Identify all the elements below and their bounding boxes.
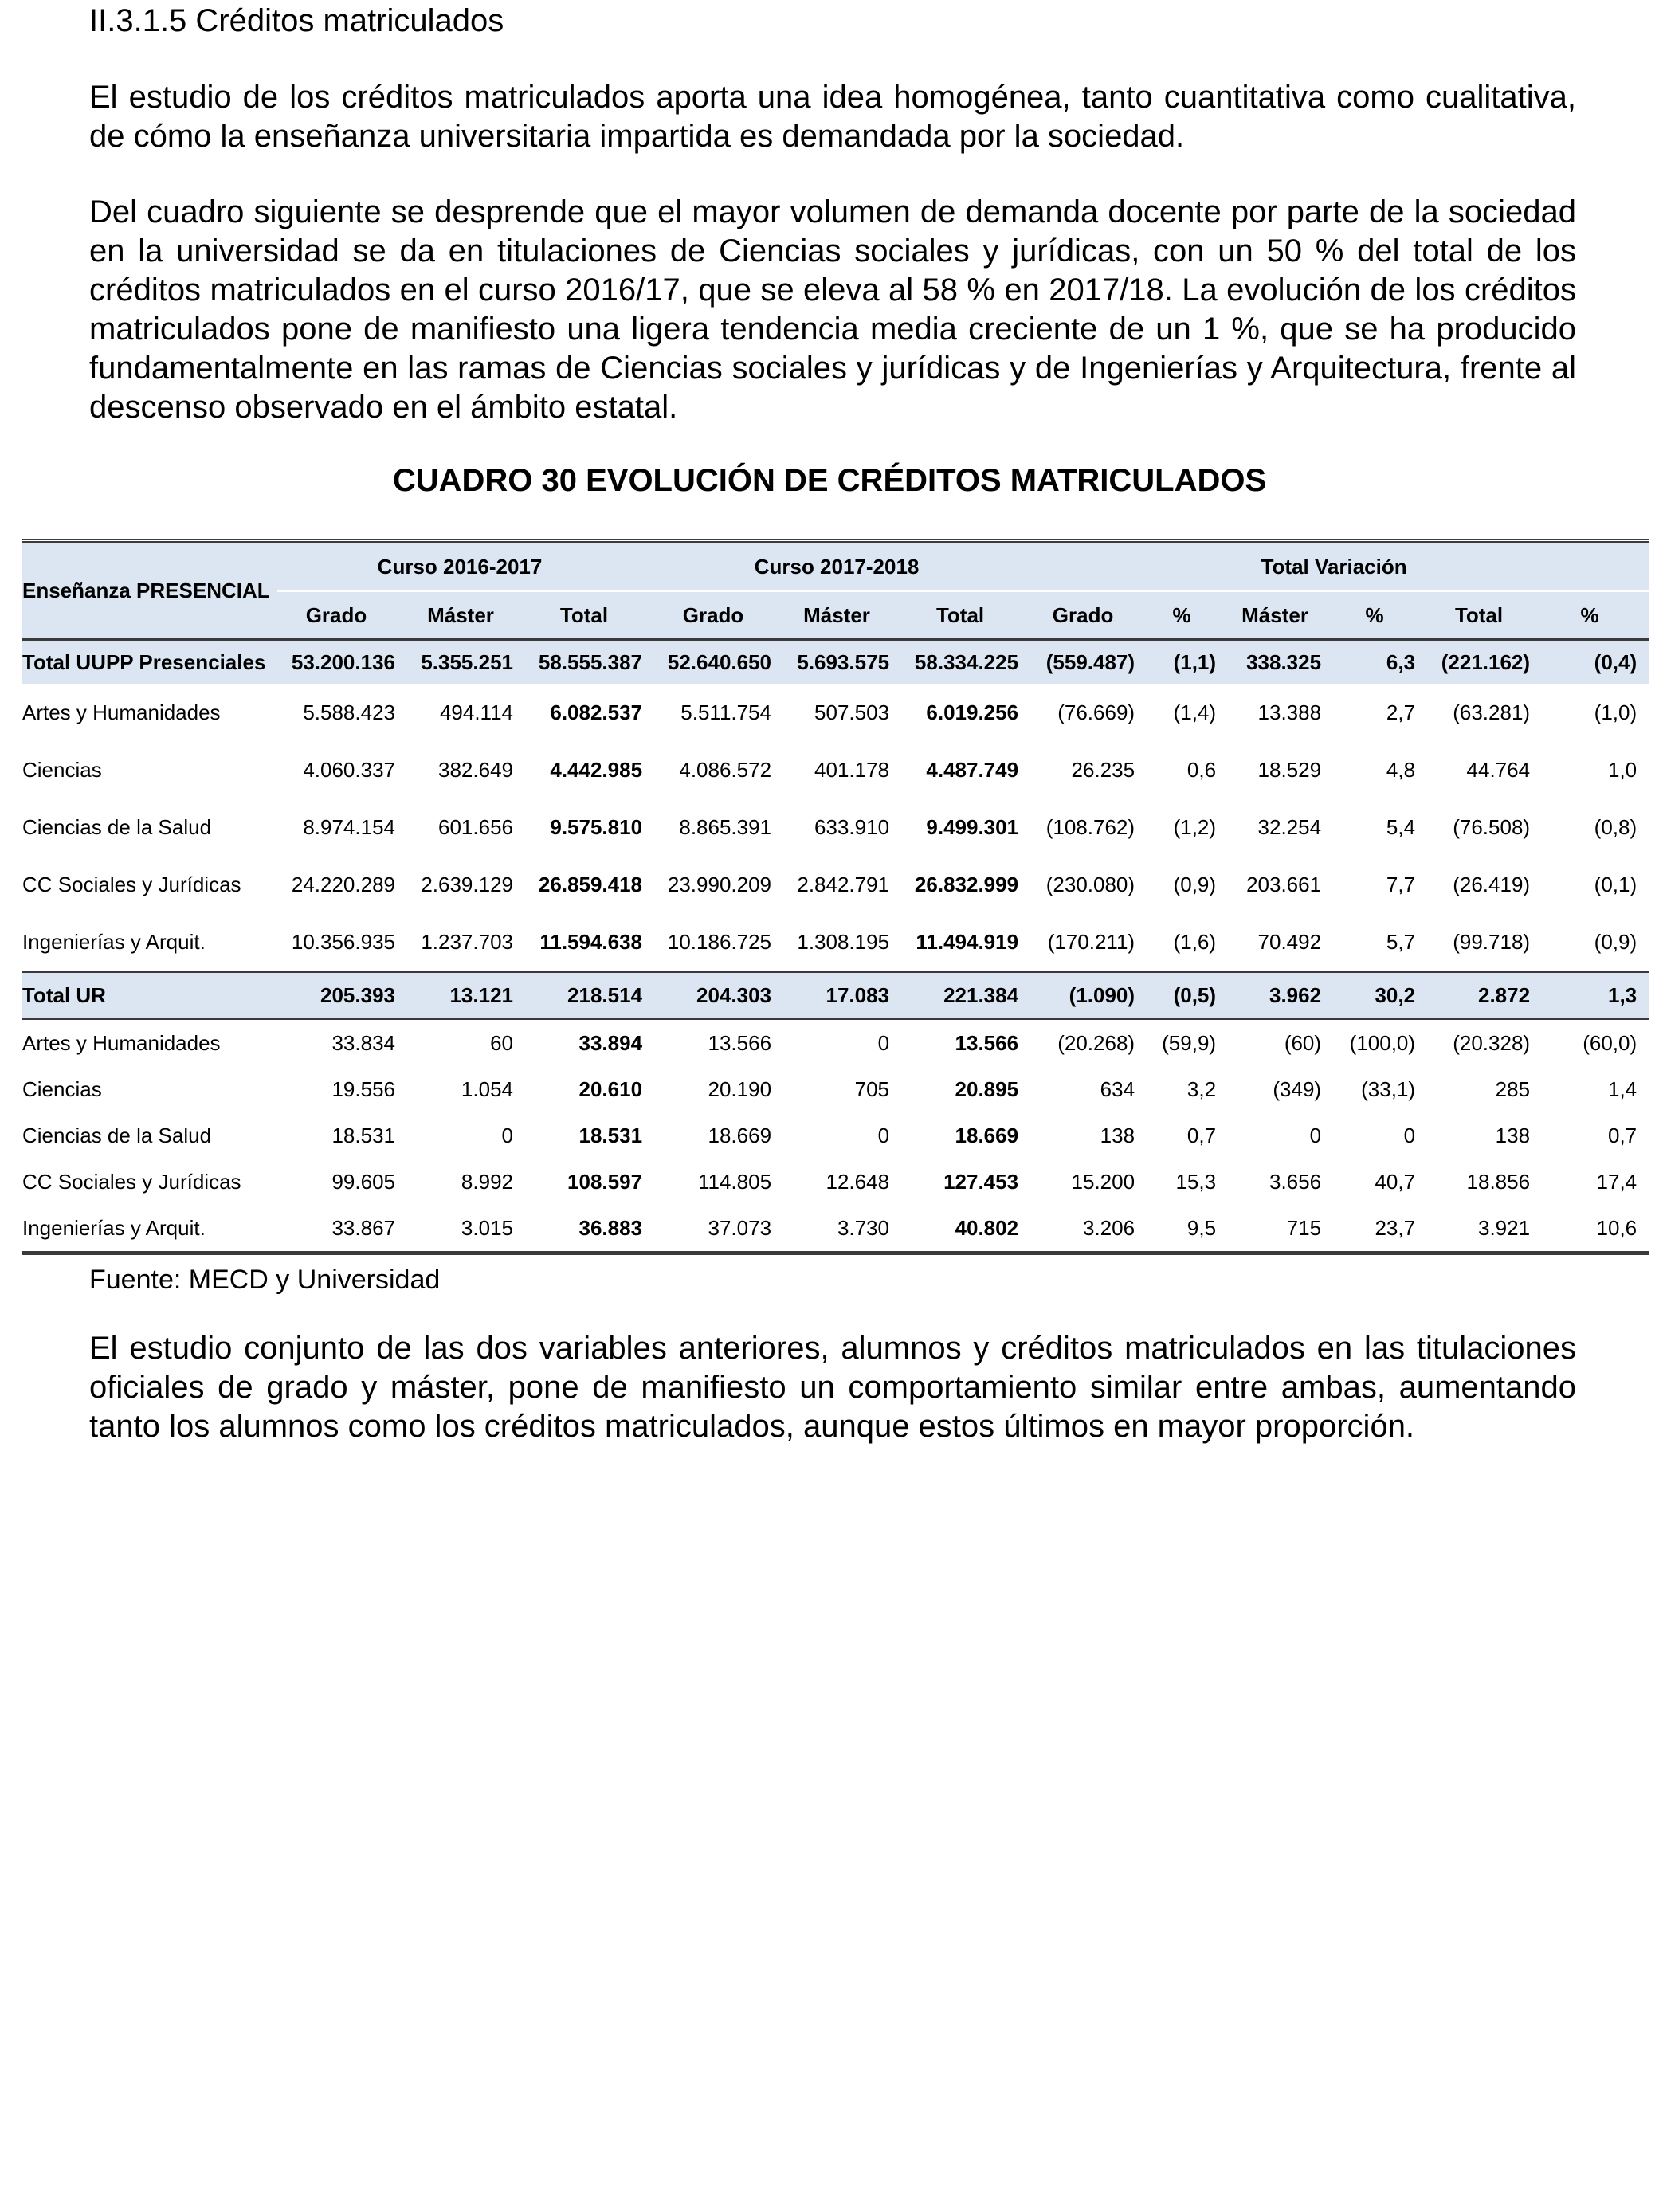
table-cell: 6.082.537 — [550, 700, 643, 724]
table-cell: 9.575.810 — [550, 814, 643, 839]
section-heading: II.3.1.5 Créditos matriculados — [89, 3, 504, 38]
table-row — [22, 913, 1649, 972]
table-cell: 401.178 — [814, 757, 890, 782]
row-label: Ciencias — [22, 757, 102, 782]
intro-paragraph: El estudio de los créditos matriculados aporta una idea homogénea, tanto cuantitativa como cualitativa, de cómo la enseñanza universitaria impartida es demandada por la sociedad. — [89, 80, 1576, 154]
table-cell: (1,4) — [1173, 700, 1217, 724]
table-row — [22, 741, 1649, 798]
table-cell: 1.308.195 — [797, 929, 890, 954]
table-cell: 52.640.650 — [655, 640, 784, 684]
table-cell: (76.669) — [1057, 700, 1135, 724]
table-cell: (60,0) — [1583, 1030, 1637, 1055]
table-cell: 10.186.725 — [667, 929, 772, 954]
table-cell: (0,9) — [1173, 872, 1217, 896]
table-cell: 0 — [877, 1030, 890, 1055]
table-cell: (33,1) — [1361, 1077, 1416, 1101]
table-cell: 1,3 — [1543, 972, 1649, 1019]
table-cell: 494.114 — [439, 700, 513, 724]
table-source: Fuente: MECD y Universidad — [89, 1265, 441, 1295]
table-cell: 634 — [1100, 1077, 1135, 1101]
table-cell: 32.254 — [1257, 814, 1322, 839]
table-cell: 6,3 — [1334, 640, 1428, 684]
table-cell: 382.649 — [438, 757, 513, 782]
table-cell: 2.639.129 — [421, 872, 513, 896]
table-cell: 13.121 — [408, 972, 526, 1019]
group-course-1: Curso 2016-2017 — [377, 554, 543, 578]
table-cell: 40,7 — [1375, 1169, 1416, 1194]
table-cell: (20.268) — [1057, 1030, 1135, 1055]
table-cell: 15.200 — [1071, 1169, 1135, 1194]
table-cell: 33.867 — [331, 1215, 395, 1240]
row-label: Ingenierías y Arquit. — [22, 929, 206, 954]
table-cell: 285 — [1495, 1077, 1531, 1101]
table-row — [22, 1205, 1649, 1253]
table-cell: (1,0) — [1594, 700, 1637, 724]
table-row — [22, 684, 1649, 741]
table-cell: 10.356.935 — [291, 929, 395, 954]
table-row — [22, 798, 1649, 856]
table-cell: 60 — [490, 1030, 513, 1055]
table-cell: (170.211) — [1047, 929, 1135, 954]
table-cell: 26.235 — [1071, 757, 1135, 782]
table-cell: 9,5 — [1186, 1215, 1217, 1240]
table-cell: 138 — [1495, 1123, 1531, 1147]
table-cell: 18.529 — [1257, 757, 1322, 782]
column-header: Máster — [1229, 591, 1334, 640]
table-cell: (230.080) — [1045, 872, 1135, 896]
table-cell: 4.442.985 — [550, 757, 643, 782]
table-cell: 23,7 — [1375, 1215, 1416, 1240]
table-cell: 507.503 — [814, 700, 890, 724]
table-cell: 203.661 — [1246, 872, 1322, 896]
table-cell: 18.669 — [955, 1123, 1019, 1147]
table-cell: 3.921 — [1477, 1215, 1531, 1240]
column-header: Grado — [277, 591, 408, 640]
table-cell: 11.594.638 — [539, 929, 643, 954]
table-cell: 24.220.289 — [291, 872, 395, 896]
table-cell: (0,5) — [1147, 972, 1229, 1019]
table-cell: (99.718) — [1453, 929, 1531, 954]
table-cell: 15,3 — [1175, 1169, 1217, 1194]
table-cell: (1.090) — [1031, 972, 1147, 1019]
table-cell: (76.508) — [1453, 814, 1531, 839]
table-cell: (349) — [1273, 1077, 1322, 1101]
table-cell: (559.487) — [1031, 640, 1147, 684]
table-cell: 3.656 — [1269, 1169, 1322, 1194]
table-row — [22, 856, 1649, 913]
table-row — [22, 1019, 1649, 1067]
table-cell: 12.648 — [826, 1169, 890, 1194]
table-cell: (108.762) — [1045, 814, 1135, 839]
table-cell: 3.015 — [461, 1215, 513, 1240]
table-cell: 17,4 — [1596, 1169, 1637, 1194]
table-cell: 0,7 — [1607, 1123, 1637, 1147]
table-cell: 18.531 — [331, 1123, 395, 1147]
column-header: Grado — [655, 591, 784, 640]
table-cell: 5.693.575 — [784, 640, 902, 684]
table-cell: 8.865.391 — [679, 814, 772, 839]
table-cell: 33.894 — [578, 1030, 643, 1055]
table-cell: 13.388 — [1257, 700, 1322, 724]
row-label: Ciencias de la Salud — [22, 1123, 212, 1147]
table-cell: 13.566 — [708, 1030, 772, 1055]
table-cell: (0,9) — [1594, 929, 1637, 954]
table-cell: 4.060.337 — [303, 757, 395, 782]
table-cell: 3.962 — [1229, 972, 1334, 1019]
column-header: % — [1147, 591, 1229, 640]
column-header: % — [1334, 591, 1428, 640]
table-cell: 70.492 — [1257, 929, 1322, 954]
row-label: CC Sociales y Jurídicas — [22, 872, 241, 896]
table-cell: 114.805 — [697, 1169, 772, 1194]
table-cell: (0,8) — [1594, 814, 1637, 839]
table-cell: 10,6 — [1596, 1215, 1637, 1240]
table-row — [22, 1159, 1649, 1205]
table-cell: 18.531 — [578, 1123, 643, 1147]
table-cell: 705 — [854, 1077, 890, 1101]
row-label: Ciencias de la Salud — [22, 814, 212, 839]
table-cell: 2.842.791 — [797, 872, 890, 896]
table-cell: 138 — [1100, 1123, 1135, 1147]
table-cell: 1.054 — [461, 1077, 513, 1101]
table-cell: (100,0) — [1349, 1030, 1416, 1055]
table-cell: 58.555.387 — [526, 640, 655, 684]
table-cell: (59,9) — [1162, 1030, 1217, 1055]
table-cell: 26.832.999 — [914, 872, 1019, 896]
row-label: CC Sociales y Jurídicas — [22, 1169, 241, 1194]
table-cell: 5.588.423 — [303, 700, 395, 724]
table-cell: (20.328) — [1453, 1030, 1531, 1055]
column-header: Grado — [1031, 591, 1147, 640]
row-label: Ingenierías y Arquit. — [22, 1215, 206, 1240]
table-cell: 4,8 — [1386, 757, 1416, 782]
table-cell: 26.859.418 — [538, 872, 643, 896]
table-cell: 218.514 — [526, 972, 655, 1019]
table-caption: CUADRO 30 EVOLUCIÓN DE CRÉDITOS MATRICULADOS — [392, 463, 1267, 498]
column-header: % — [1543, 591, 1649, 640]
table-cell: 30,2 — [1334, 972, 1428, 1019]
table-cell: 2,7 — [1386, 700, 1416, 724]
table-cell: 1.237.703 — [421, 929, 513, 954]
table-cell: 19.556 — [331, 1077, 395, 1101]
table-cell: 99.605 — [331, 1169, 395, 1194]
table-cell: 633.910 — [814, 814, 890, 839]
row-label: Ciencias — [22, 1077, 102, 1101]
table-cell: 3.206 — [1082, 1215, 1135, 1240]
table-cell: (60) — [1284, 1030, 1322, 1055]
table-cell: 338.325 — [1229, 640, 1334, 684]
table-cell: 5,4 — [1386, 814, 1416, 839]
table-cell: 2.872 — [1428, 972, 1543, 1019]
table-row — [22, 640, 1649, 684]
table-cell: 37.073 — [708, 1215, 772, 1240]
row-label: Artes y Humanidades — [22, 1030, 221, 1055]
table-cell: 0 — [1309, 1123, 1322, 1147]
corner-label: Enseñanza PRESENCIAL — [22, 578, 270, 602]
table-row — [22, 972, 1649, 1019]
table-cell: 5,7 — [1386, 929, 1416, 954]
conclusion-paragraph: El estudio conjunto de las dos variables anteriores, alumnos y créditos matriculados en las titulaciones oficiales de grado y máster, pone de manifiesto un comportamiento similar entre ambas, aumentando tanto los alumnos como los créditos matriculados, aunque estos últimos en mayor proporción. — [89, 1331, 1576, 1444]
row-label: Artes y Humanidades — [22, 700, 221, 724]
table-cell: 17.083 — [784, 972, 902, 1019]
analysis-paragraph: Del cuadro siguiente se desprende que el mayor volumen de demanda docente por parte de la sociedad en la universidad se da en titulaciones de Ciencias sociales y jurídicas, con un 50 % del total de los créditos matriculados en el curso 2016/17, que se eleva al 58 % en 2017/18. La evolución de los créditos matriculados pone de manifiesto una ligera tendencia media creciente de un 1 %, que se ha producido fundamentalmente en las ramas de Ciencias sociales y jurídicas y de Ingenierías y Arquitectura, frente al descenso observado en el ámbito estatal. — [89, 194, 1576, 425]
table-cell: 3.730 — [837, 1215, 890, 1240]
table-cell: 6.019.256 — [926, 700, 1019, 724]
table-cell: 1,4 — [1607, 1077, 1637, 1101]
table-cell: 8.992 — [461, 1169, 513, 1194]
table-cell: 601.656 — [438, 814, 513, 839]
table-cell: 1,0 — [1607, 757, 1637, 782]
table-cell: 7,7 — [1386, 872, 1416, 896]
table-cell: 9.499.301 — [926, 814, 1019, 839]
table-cell: 204.303 — [655, 972, 784, 1019]
table-cell: 0 — [1403, 1123, 1416, 1147]
group-course-2: Curso 2017-2018 — [754, 554, 920, 578]
table-cell: 5.511.754 — [680, 700, 772, 724]
table-cell: 58.334.225 — [902, 640, 1031, 684]
table-cell: (0,4) — [1543, 640, 1649, 684]
row-label: Total UR — [22, 972, 277, 1019]
table-cell: (63.281) — [1453, 700, 1531, 724]
table-cell: 20.895 — [955, 1077, 1019, 1101]
row-label: Total UUPP Presenciales — [22, 640, 277, 684]
credits-table — [22, 539, 1649, 1255]
table-cell: 23.990.209 — [667, 872, 772, 896]
table-cell: 0,6 — [1186, 757, 1217, 782]
table-cell: 4.086.572 — [679, 757, 772, 782]
table-cell: (26.419) — [1453, 872, 1531, 896]
table-row — [22, 1066, 1649, 1112]
table-cell: 44.764 — [1466, 757, 1531, 782]
table-cell: 20.190 — [708, 1077, 772, 1101]
table-cell: 40.802 — [955, 1215, 1019, 1240]
table-cell: 205.393 — [277, 972, 408, 1019]
column-header: Total — [1428, 591, 1543, 640]
table-cell: 18.856 — [1466, 1169, 1531, 1194]
column-header: Máster — [784, 591, 902, 640]
table-cell: 127.453 — [943, 1169, 1019, 1194]
table-cell: 0 — [877, 1123, 890, 1147]
table-cell: 108.597 — [567, 1169, 643, 1194]
column-header: Máster — [408, 591, 526, 640]
table-cell: 33.834 — [331, 1030, 395, 1055]
table-cell: 20.610 — [578, 1077, 643, 1101]
table-cell: 8.974.154 — [303, 814, 395, 839]
column-header: Total — [526, 591, 655, 640]
table-cell: 4.487.749 — [926, 757, 1019, 782]
group-variation: Total Variación — [1261, 554, 1407, 578]
table-cell: 18.669 — [708, 1123, 772, 1147]
table-cell: 5.355.251 — [408, 640, 526, 684]
table-cell: 53.200.136 — [277, 640, 408, 684]
table-cell: 221.384 — [902, 972, 1031, 1019]
table-cell: (221.162) — [1428, 640, 1543, 684]
table-cell: 3,2 — [1186, 1077, 1217, 1101]
table-cell: (0,1) — [1594, 872, 1637, 896]
table-cell: 0,7 — [1186, 1123, 1217, 1147]
table-cell: 0 — [501, 1123, 513, 1147]
column-header: Total — [902, 591, 1031, 640]
table-cell: (1,1) — [1147, 640, 1229, 684]
table-cell: 36.883 — [578, 1215, 643, 1240]
table-cell: (1,6) — [1173, 929, 1217, 954]
table-cell: 13.566 — [955, 1030, 1019, 1055]
table-cell: 11.494.919 — [916, 929, 1019, 954]
table-cell: 715 — [1286, 1215, 1322, 1240]
table-row — [22, 1112, 1649, 1159]
table-cell: (1,2) — [1173, 814, 1217, 839]
